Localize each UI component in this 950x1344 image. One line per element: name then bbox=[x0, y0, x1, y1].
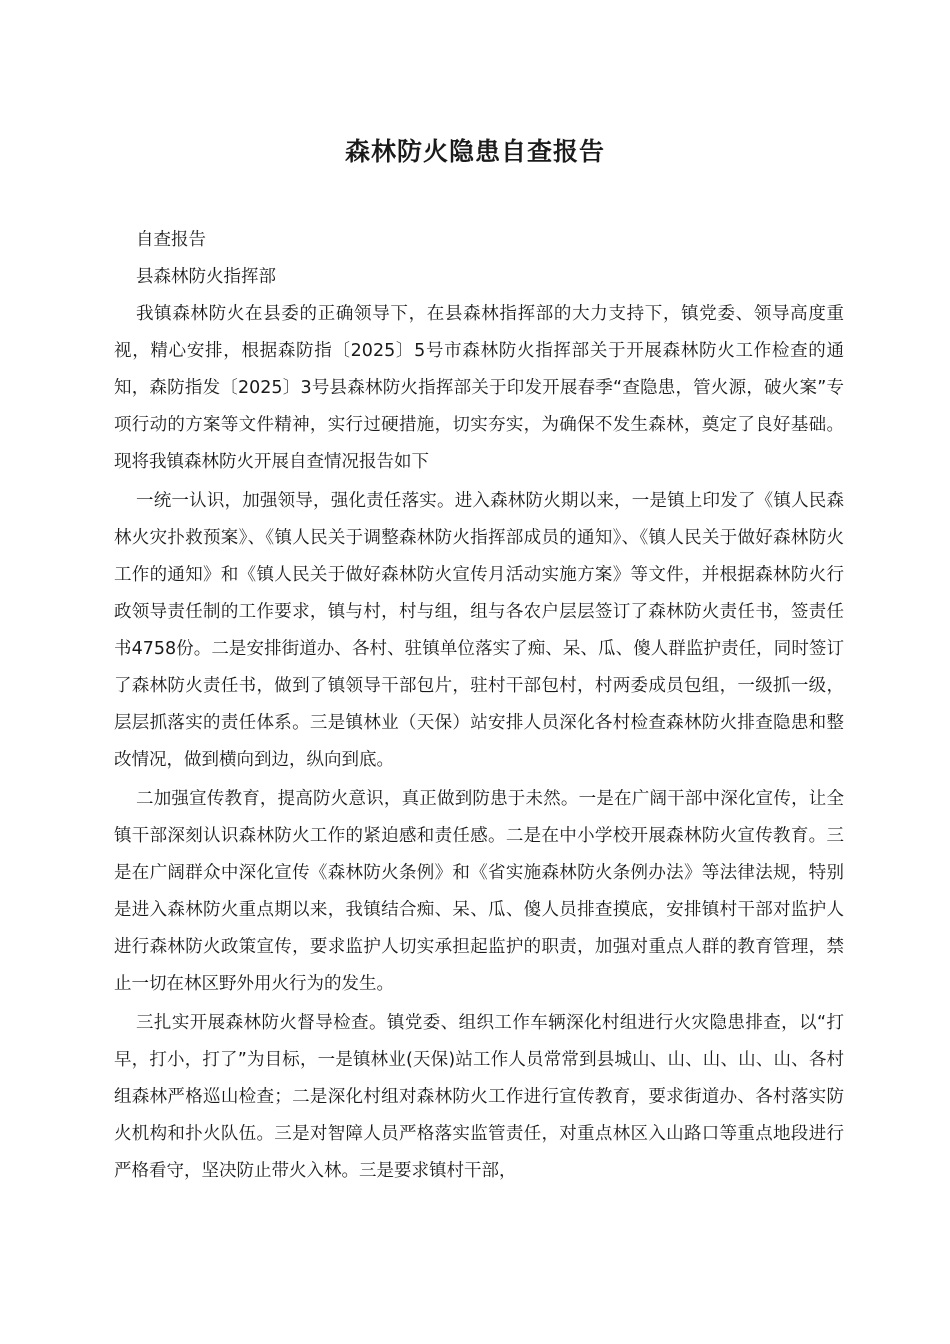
section-two-paragraph: 二加强宣传教育，提高防火意识，真正做到防患于未然。一是在广阔干部中深化宣传，让全镇干部深刻认识森林防火工作的紧迫感和责任感。二是在中小学校开展森林防火宣传教育。三是在广阔群众中深化宣传《森林防火条例》和《省实施森林防火条例办法》等法律法规，特别是进入森林防火重点期以来，我镇结合痴、呆、瓜、傻人员排查摸底，安排镇村干部对监护人进行森林防火政策宣传，要求监护人切实承担起监护的职责，加强对重点人群的教育管理，禁止一切在林区野外用火行为的发生。 bbox=[114, 789, 844, 994]
report-label: 自查报告 bbox=[136, 230, 206, 250]
section-one-paragraph: 一统一认识，加强领导，强化责任落实。进入森林防火期以来，一是镇上印发了《镇人民森林火灾扑救预案》、《镇人民关于调整森林防火指挥部成员的通知》、《镇人民关于做好森林防火工作的通知》和《镇人民关于做好森林防火宣传月活动实施方案》等文件，并根据森林防火行政领导责任制的工作要求，镇与村，村与组，组与各农户层层签订了森林防火责任书，签责任书4758份。二是安排街道办、各村、驻镇单位落实了痴、呆、瓜、傻人群监护责任，同时签订了森林防火责任书，做到了镇领导干部包片，驻村干部包村，村两委成员包组，一级抓一级，层层抓落实的责任体系。三是镇林业（天保）站安排人员深化各村检查森林防火排查隐患和整改情况，做到横向到边，纵向到底。 bbox=[114, 491, 844, 770]
section-three-paragraph: 三扎实开展森林防火督导检查。镇党委、组织工作车辆深化村组进行火灾隐患排查，以“打早，打小，打了”为目标，一是镇林业(天保)站工作人员常常到县城山、山、山、山、山、各村组森林严格巡山检查；二是深化村组对森林防火工作进行宣传教育，要求街道办、各村落实防火机构和扑火队伍。三是对智障人员严格落实监管责任，对重点林区入山路口等重点地段进行严格看守，坚决防止带火入林。三是要求镇村干部， bbox=[114, 1013, 844, 1181]
document-body bbox=[114, 222, 844, 1190]
document-title: 森林防火隐患自查报告 bbox=[344, 137, 605, 166]
recipient-line: 县森林防火指挥部 bbox=[136, 267, 276, 287]
intro-paragraph: 我镇森林防火在县委的正确领导下，在县森林指挥部的大力支持下，镇党委、领导高度重视，精心安排，根据森防指〔2025〕5号市森林防火指挥部关于开展森林防火工作检查的通知，森防指发〔2025〕3号县森林防火指挥部关于印发开展春季“查隐患，管火源，破火案”专项行动的方案等文件精神，实行过硬措施，切实夯实，为确保不发生森林，奠定了良好基础。现将我镇森林防火开展自查情况报告如下 bbox=[114, 304, 844, 472]
